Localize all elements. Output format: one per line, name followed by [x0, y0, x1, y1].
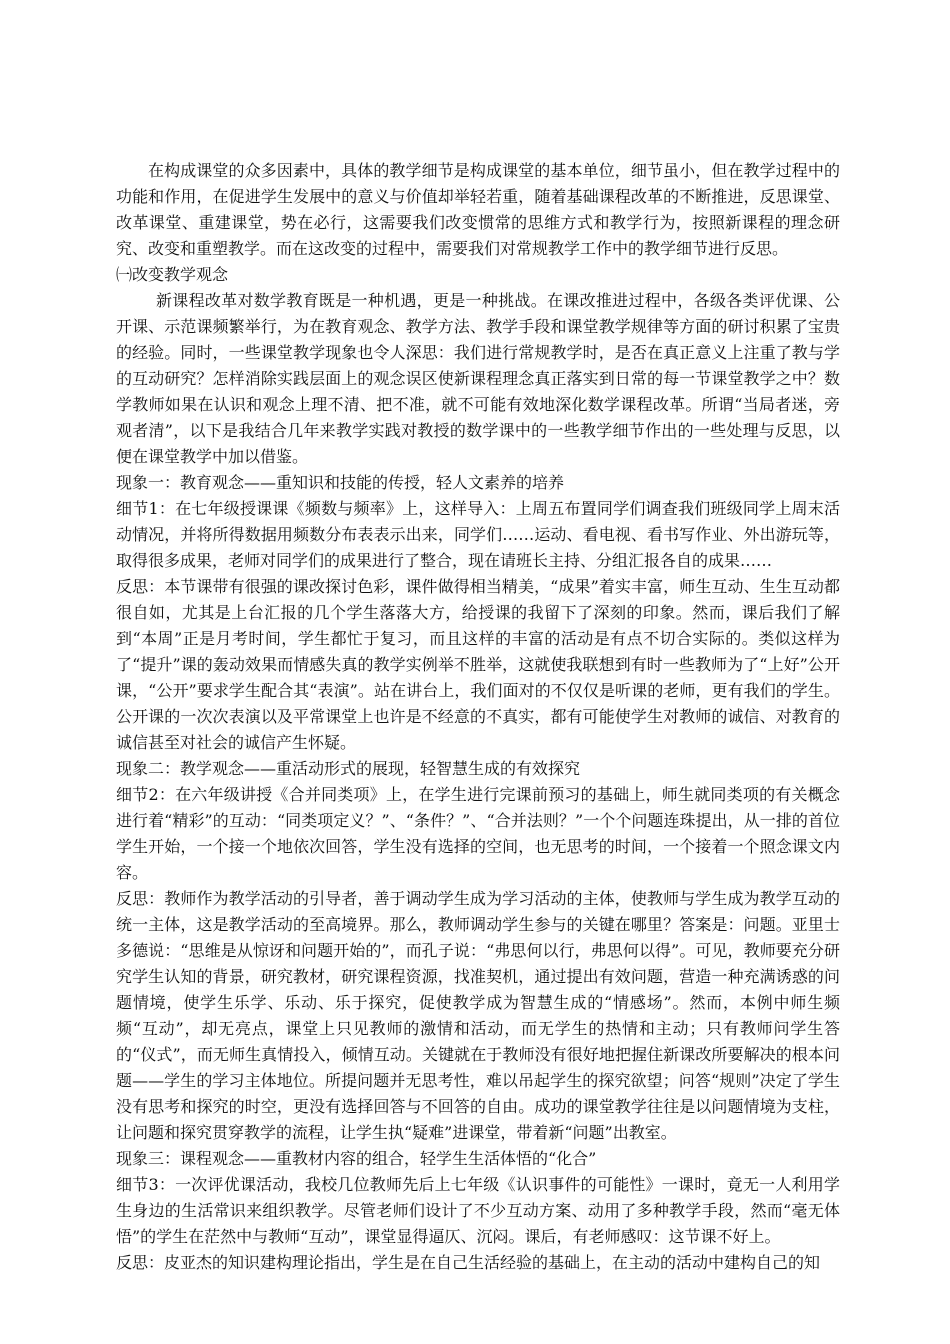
reflection-2-paragraph: 反思：教师作为教学活动的引导者，善于调动学生成为学习活动的主体，使教师与学生成为教学互动的统一主体，这是教学活动的至高境界。那么，教师调动学生参与的关键在哪里？答案是：问题。亚里士多德说：“思维是从惊讶和问题开始的”，而孔子说：“弗思何以行，弗思何以得”。可见，教师要充分研究学生认知的背景，研究教材，研究课程资源，找准契机，通过提出有效问题，营造一种充满诱惑的问题情境，使学生乐学、乐动、乐于探究，促使教学成为智慧生成的“情感场”。然而，本例中师生频频“互动”，却无亮点，课堂上只见教师的激情和活动，而无学生的热情和主动；只有教师问学生答的“仪式”，而无师生真情投入，倾情互动。关键就在于教师没有很好地把握住新课改所要解决的根本问题——学生的学习主体地位。所提问题并无思考性，难以吊起学生的探究欲望；问答“规则”决定了学生没有思考和探究的时空，更没有选择回答与不回答的自由。成功的课堂教学往往是以问题情境为支柱，让问题和探究贯穿教学的流程，让学生执“疑难”进课堂，带着新“问题”出教室。: [116, 889, 840, 1142]
detail-2-paragraph: 细节2：在六年级讲授《合并同类项》上，在学生进行完课前预习的基础上，师生就同类项的有关概念进行着“精彩”的互动：“同类项定义？”、“条件？”、“合并法则？”一个个问题连珠提出，从一排的首位学生开始，一个接一个地依次回答，学生没有选择的空间，也无思考的时间，一个接着一个照念课文内容。: [116, 785, 840, 882]
reflection-3-paragraph: 反思：皮亚杰的知识建构理论指出，学生是在自己生活经验的基础上，在主动的活动中建构自己的知: [116, 1253, 821, 1272]
phenomenon-2-heading: 现象二：教学观念——重活动形式的展现，轻智慧生成的有效探究: [116, 759, 581, 778]
section-body-paragraph: 新课程改革对数学教育既是一种机遇，更是一种挑战。在课改推进过程中，各级各类评优课、公开课、示范课频繁举行，为在教育观念、教学方法、教学手段和课堂教学规律等方面的研讨积累了宝贵的经验。同时，一些课堂教学现象也令人深思：我们进行常规教学时，是否在真正意义上注重了教与学的互动研究？怎样消除实践层面上的观念误区使新课程理念真正落实到日常的每一节课堂教学之中？数学教师如果在认识和观念上理不清、把不准，就不可能有效地深化数学课程改革。所谓“当局者迷，旁观者清”，以下是我结合几年来教学实践对教授的数学课中的一些教学细节作出的一些处理与反思，以便在课堂教学中加以借鉴。: [116, 291, 840, 466]
section-heading: ㈠改变教学观念: [116, 265, 229, 284]
detail-3-paragraph: 细节3：一次评优课活动，我校几位教师先后上七年级《认识事件的可能性》一课时，竟无一人利用学生身边的生活常识来组织教学。尽管老师们设计了不少互动方案、动用了多种教学手段，然而“毫无体悟”的学生在茫然中与教师“互动”，课堂显得逼仄、沉闷。课后，有老师感叹：这节课不好上。: [116, 1175, 840, 1246]
detail-1-paragraph: 细节1：在七年级授课课《频数与频率》上，这样导入：上周五布置同学们调查我们班级同学上周末活动情况，并将所得数据用频数分布表表示出来，同学们……运动、看电视、看书写作业、外出游玩等，取得很多成果，老师对同学们的成果进行了整合，现在请班长主持、分组汇报各自的成果……: [116, 499, 840, 570]
intro-paragraph: 在构成课堂的众多因素中，具体的教学细节是构成课堂的基本单位，细节虽小，但在教学过程中的功能和作用，在促进学生发展中的意义与价值却举轻若重，随着基础课程改革的不断推进，反思课堂、改革课堂、重建课堂，势在必行，这需要我们改变惯常的思维方式和教学行为，按照新课程的理念研究、改变和重塑教学。而在这改变的过程中，需要我们对常规教学工作中的教学细节进行反思。: [116, 161, 840, 258]
phenomenon-1-heading: 现象一：教育观念——重知识和技能的传授，轻人文素养的培养: [116, 473, 565, 492]
reflection-1-paragraph: 反思：本节课带有很强的课改探讨色彩，课件做得相当精美，“成果”着实丰富，师生互动、生生互动都很自如，尤其是上台汇报的几个学生落落大方，给授课的我留下了深刻的印象。然而，课后我们了解到“本周”正是月考时间，学生都忙于复习，而且这样的丰富的活动是有点不切合实际的。类似这样为了“提升”课的轰动效果而情感失真的教学实例举不胜举，这就使我联想到有时一些教师为了“上好”公开课，“公开”要求学生配合其“表演”。站在讲台上，我们面对的不仅仅是听课的老师，更有我们的学生。公开课的一次次表演以及平常课堂上也许是不经意的不真实，都有可能使学生对教师的诚信、对教育的诚信甚至对社会的诚信产生怀疑。: [116, 577, 840, 752]
document-body: [116, 158, 840, 1276]
phenomenon-3-heading: 现象三：课程观念——重教材内容的组合，轻学生生活体悟的“化合”: [116, 1149, 597, 1168]
